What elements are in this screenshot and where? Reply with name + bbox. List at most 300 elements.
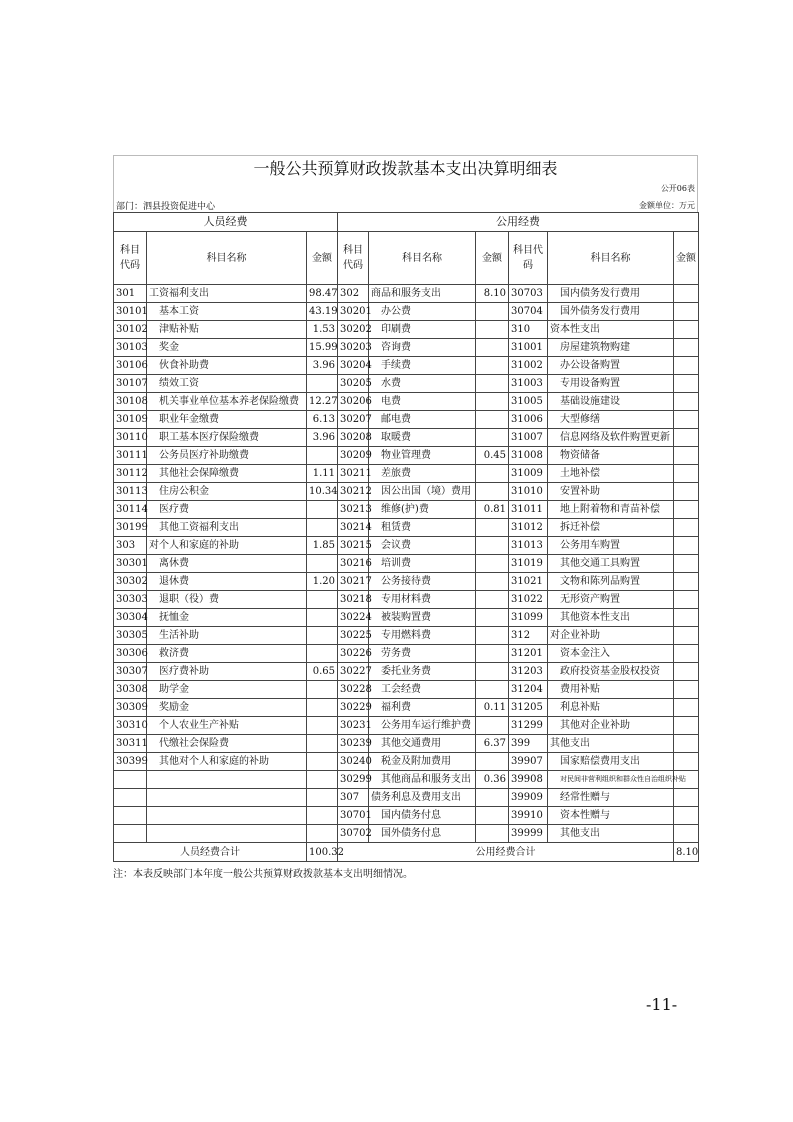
amount-cell-public2 [674, 789, 699, 807]
code-cell-public2: 31201 [509, 645, 548, 663]
public-total-value: 8.10 [674, 843, 699, 862]
amount-cell-personnel [307, 807, 338, 825]
amount-cell-personnel [307, 501, 338, 519]
name-cell-public1: 被装购置费 [369, 609, 476, 627]
name-cell-public2: 资本性支出 [548, 321, 674, 339]
name-cell-public1: 取暖费 [369, 429, 476, 447]
code-cell-public1: 30240 [338, 753, 369, 771]
amount-cell-personnel [307, 681, 338, 699]
name-cell-public1: 委托业务费 [369, 663, 476, 681]
name-cell-public2: 资本金注入 [548, 645, 674, 663]
code-cell-public2: 31003 [509, 375, 548, 393]
amount-cell-public2 [674, 501, 699, 519]
code-cell-public2: 30703 [509, 285, 548, 303]
name-cell-personnel: 奖励金 [147, 699, 307, 717]
amount-cell-personnel: 1.11 [307, 465, 338, 483]
amount-cell-personnel [307, 789, 338, 807]
table-row [114, 357, 699, 375]
amount-cell-personnel [307, 717, 338, 735]
code-cell-public1: 30205 [338, 375, 369, 393]
name-cell-public2: 政府投资基金股权投资 [548, 663, 674, 681]
name-cell-public2: 其他交通工具购置 [548, 555, 674, 573]
name-cell-personnel: 退休费 [147, 573, 307, 591]
amount-cell-public1 [476, 465, 509, 483]
code-cell-personnel: 30308 [114, 681, 147, 699]
code-cell-personnel: 30306 [114, 645, 147, 663]
code-cell-public1: 30209 [338, 447, 369, 465]
code-cell-personnel: 30109 [114, 411, 147, 429]
amount-cell-public1 [476, 339, 509, 357]
code-cell-public1: 30229 [338, 699, 369, 717]
name-cell-personnel: 住房公积金 [147, 483, 307, 501]
name-cell-public2: 费用补贴 [548, 681, 674, 699]
code-cell-public2: 39909 [509, 789, 548, 807]
amount-cell-personnel [307, 375, 338, 393]
group-public: 公用经费 [338, 213, 699, 232]
code-cell-public2: 31013 [509, 537, 548, 555]
amount-cell-public1: 0.45 [476, 447, 509, 465]
code-cell-public1: 30224 [338, 609, 369, 627]
department-label: 部门：泗县投资促进中心 [116, 202, 216, 212]
name-cell-public1: 会议费 [369, 537, 476, 555]
amount-cell-personnel: 12.27 [307, 393, 338, 411]
amount-cell-public2 [674, 807, 699, 825]
name-cell-personnel: 其他工资福利支出 [147, 519, 307, 537]
name-cell-public2: 资本性赠与 [548, 807, 674, 825]
name-cell-personnel: 机关事业单位基本养老保险缴费 [147, 393, 307, 411]
code-cell-public1: 30206 [338, 393, 369, 411]
name-cell-public2: 国家赔偿费用支出 [548, 753, 674, 771]
amount-cell-personnel [307, 447, 338, 465]
name-cell-public1: 维修(护)费 [369, 501, 476, 519]
unit-label: 金额单位：万元 [639, 201, 695, 210]
amount-cell-public2 [674, 555, 699, 573]
name-cell-personnel: 代缴社会保险费 [147, 735, 307, 753]
amount-cell-public1 [476, 303, 509, 321]
name-cell-personnel [147, 771, 307, 789]
code-cell-public2: 31019 [509, 555, 548, 573]
amount-cell-personnel [307, 555, 338, 573]
table-row [114, 393, 699, 411]
code-cell-public1: 30208 [338, 429, 369, 447]
code-cell-public1: 30701 [338, 807, 369, 825]
table-row [114, 699, 699, 717]
code-cell-public2: 31299 [509, 717, 548, 735]
code-cell-public2: 31009 [509, 465, 548, 483]
amount-cell-public2 [674, 339, 699, 357]
code-cell-public2: 31010 [509, 483, 548, 501]
amount-cell-public1 [476, 411, 509, 429]
table-row [114, 573, 699, 591]
amount-cell-personnel [307, 645, 338, 663]
amount-cell-personnel [307, 699, 338, 717]
code-cell-public2: 31099 [509, 609, 548, 627]
amount-cell-public2 [674, 357, 699, 375]
amount-cell-public1: 0.81 [476, 501, 509, 519]
code-cell-personnel: 30113 [114, 483, 147, 501]
code-cell-public2: 31008 [509, 447, 548, 465]
name-cell-personnel: 离休费 [147, 555, 307, 573]
code-cell-personnel: 30310 [114, 717, 147, 735]
amount-cell-personnel: 3.96 [307, 429, 338, 447]
code-cell-personnel: 301 [114, 285, 147, 303]
code-cell-public1: 30218 [338, 591, 369, 609]
name-cell-public2: 其他支出 [548, 825, 674, 843]
name-cell-public1: 商品和服务支出 [369, 285, 476, 303]
form-meta [113, 182, 698, 198]
code-cell-personnel [114, 771, 147, 789]
name-cell-public1: 办公费 [369, 303, 476, 321]
amount-cell-personnel [307, 627, 338, 645]
name-cell-public1: 国内债务付息 [369, 807, 476, 825]
name-cell-public2: 对民间非营利组织和群众性自治组织补贴 [548, 771, 674, 789]
amount-cell-personnel: 98.47 [307, 285, 338, 303]
amount-cell-public1 [476, 627, 509, 645]
name-cell-public1: 福利费 [369, 699, 476, 717]
code-cell-public1: 30216 [338, 555, 369, 573]
amount-cell-public1 [476, 825, 509, 843]
name-cell-personnel: 个人农业生产补贴 [147, 717, 307, 735]
code-cell-public2: 312 [509, 627, 548, 645]
table-row [114, 555, 699, 573]
name-cell-personnel: 基本工资 [147, 303, 307, 321]
name-cell-public2: 利息补贴 [548, 699, 674, 717]
name-cell-public2: 无形资产购置 [548, 591, 674, 609]
amount-cell-public2 [674, 573, 699, 591]
name-cell-public1: 因公出国（境）费用 [369, 483, 476, 501]
code-cell-public2: 39910 [509, 807, 548, 825]
code-cell-public2: 31005 [509, 393, 548, 411]
name-cell-public1: 税金及附加费用 [369, 753, 476, 771]
amount-cell-public1 [476, 429, 509, 447]
code-cell-personnel: 30399 [114, 753, 147, 771]
name-cell-public1: 咨询费 [369, 339, 476, 357]
header-code-public2: 科目代码 [509, 232, 548, 285]
code-cell-public2: 31021 [509, 573, 548, 591]
name-cell-public1: 租赁费 [369, 519, 476, 537]
code-cell-public1: 30213 [338, 501, 369, 519]
name-cell-public2: 安置补助 [548, 483, 674, 501]
code-cell-personnel: 30199 [114, 519, 147, 537]
code-cell-public2: 39999 [509, 825, 548, 843]
name-cell-public1: 劳务费 [369, 645, 476, 663]
code-cell-public2: 31205 [509, 699, 548, 717]
table-row [114, 483, 699, 501]
amount-cell-public2 [674, 393, 699, 411]
amount-cell-personnel [307, 609, 338, 627]
code-cell-public1: 302 [338, 285, 369, 303]
header-code-public1: 科目代码 [338, 232, 369, 285]
amount-cell-public2 [674, 519, 699, 537]
name-cell-public2: 公务用车购置 [548, 537, 674, 555]
code-cell-public2: 31006 [509, 411, 548, 429]
name-cell-public1: 债务利息及费用支出 [369, 789, 476, 807]
name-cell-public1: 专用燃料费 [369, 627, 476, 645]
name-cell-personnel: 救济费 [147, 645, 307, 663]
code-cell-public1: 30214 [338, 519, 369, 537]
code-cell-personnel: 30301 [114, 555, 147, 573]
name-cell-personnel: 工资福利支出 [147, 285, 307, 303]
name-cell-personnel: 退职（役）费 [147, 591, 307, 609]
table-note: 注：本表反映部门本年度一般公共预算财政拨款基本支出明细情况。 [113, 869, 413, 880]
amount-cell-public2 [674, 537, 699, 555]
header-name-personnel: 科目名称 [147, 232, 307, 285]
name-cell-personnel: 助学金 [147, 681, 307, 699]
name-cell-public2: 地上附着物和青苗补偿 [548, 501, 674, 519]
name-cell-public2: 其他资本性支出 [548, 609, 674, 627]
amount-cell-public2 [674, 591, 699, 609]
table-row [114, 681, 699, 699]
amount-cell-public1 [476, 393, 509, 411]
header-amount-personnel: 金额 [307, 232, 338, 285]
amount-cell-public2 [674, 321, 699, 339]
amount-cell-public2 [674, 483, 699, 501]
name-cell-personnel: 生活补助 [147, 627, 307, 645]
amount-cell-public2 [674, 429, 699, 447]
code-cell-personnel: 30112 [114, 465, 147, 483]
code-cell-personnel: 30106 [114, 357, 147, 375]
name-cell-public2: 信息网络及软件购置更新 [548, 429, 674, 447]
table-row [114, 303, 699, 321]
personnel-total-value: 100.32 [307, 843, 338, 862]
table-row [114, 429, 699, 447]
group-header-row [114, 213, 699, 232]
name-cell-personnel: 职业年金缴费 [147, 411, 307, 429]
code-cell-public1: 30202 [338, 321, 369, 339]
code-cell-personnel: 30102 [114, 321, 147, 339]
amount-cell-public1 [476, 321, 509, 339]
name-cell-public1: 电费 [369, 393, 476, 411]
code-cell-personnel [114, 825, 147, 843]
code-cell-public1: 30211 [338, 465, 369, 483]
amount-cell-personnel [307, 735, 338, 753]
amount-cell-personnel: 0.65 [307, 663, 338, 681]
table-row [114, 519, 699, 537]
amount-cell-public1 [476, 555, 509, 573]
code-cell-personnel: 30309 [114, 699, 147, 717]
amount-cell-public2 [674, 411, 699, 429]
report-sheet [113, 155, 698, 880]
table-row [114, 789, 699, 807]
amount-cell-public1: 0.36 [476, 771, 509, 789]
amount-cell-personnel: 43.19 [307, 303, 338, 321]
amount-cell-public1 [476, 681, 509, 699]
name-cell-public2: 国外债务发行费用 [548, 303, 674, 321]
code-cell-public2: 31012 [509, 519, 548, 537]
expenditure-table [113, 212, 699, 862]
amount-cell-personnel: 10.34 [307, 483, 338, 501]
code-cell-personnel: 30111 [114, 447, 147, 465]
name-cell-public2: 物资储备 [548, 447, 674, 465]
code-cell-public2: 31007 [509, 429, 548, 447]
name-cell-personnel [147, 825, 307, 843]
code-cell-personnel: 30303 [114, 591, 147, 609]
amount-cell-public1 [476, 807, 509, 825]
header-amount-public2: 金额 [674, 232, 699, 285]
amount-cell-public2 [674, 375, 699, 393]
amount-cell-public2 [674, 447, 699, 465]
code-cell-personnel: 30110 [114, 429, 147, 447]
amount-cell-public1 [476, 663, 509, 681]
amount-cell-public2 [674, 627, 699, 645]
amount-cell-public1 [476, 573, 509, 591]
table-row [114, 375, 699, 393]
amount-cell-public2 [674, 609, 699, 627]
name-cell-public2: 其他对企业补助 [548, 717, 674, 735]
table-row [114, 771, 699, 789]
amount-cell-public1 [476, 537, 509, 555]
name-cell-public2: 拆迁补偿 [548, 519, 674, 537]
code-cell-public1: 30203 [338, 339, 369, 357]
name-cell-personnel: 医疗费补助 [147, 663, 307, 681]
public-total-label: 公用经费合计 [338, 843, 674, 862]
amount-cell-public2 [674, 303, 699, 321]
code-cell-personnel: 30101 [114, 303, 147, 321]
table-row [114, 411, 699, 429]
amount-cell-public1 [476, 645, 509, 663]
totals-row [114, 843, 699, 862]
code-cell-public2: 31011 [509, 501, 548, 519]
code-cell-personnel: 30311 [114, 735, 147, 753]
table-row [114, 735, 699, 753]
amount-cell-public2 [674, 663, 699, 681]
name-cell-public2: 房屋建筑物购建 [548, 339, 674, 357]
table-row [114, 717, 699, 735]
code-cell-personnel: 30304 [114, 609, 147, 627]
name-cell-public2: 对企业补助 [548, 627, 674, 645]
code-cell-public2: 39907 [509, 753, 548, 771]
name-cell-public1: 培训费 [369, 555, 476, 573]
name-cell-public2: 大型修缮 [548, 411, 674, 429]
name-cell-public1: 工会经费 [369, 681, 476, 699]
table-row [114, 609, 699, 627]
amount-cell-public1: 8.10 [476, 285, 509, 303]
name-cell-public1: 公务接待费 [369, 573, 476, 591]
code-cell-public2: 39908 [509, 771, 548, 789]
header-name-public2: 科目名称 [548, 232, 674, 285]
code-cell-public1: 30239 [338, 735, 369, 753]
name-cell-public2: 文物和陈列品购置 [548, 573, 674, 591]
code-cell-personnel: 30114 [114, 501, 147, 519]
code-cell-personnel: 30108 [114, 393, 147, 411]
code-cell-personnel [114, 789, 147, 807]
name-cell-public1: 专用材料费 [369, 591, 476, 609]
name-cell-public1: 国外债务付息 [369, 825, 476, 843]
name-cell-personnel: 职工基本医疗保险缴费 [147, 429, 307, 447]
amount-cell-public2 [674, 753, 699, 771]
code-cell-public2: 31204 [509, 681, 548, 699]
column-header-row [114, 232, 699, 285]
amount-cell-personnel: 1.20 [307, 573, 338, 591]
amount-cell-public2 [674, 645, 699, 663]
amount-cell-public1: 6.37 [476, 735, 509, 753]
name-cell-public1: 其他交通费用 [369, 735, 476, 753]
code-cell-public1: 30215 [338, 537, 369, 555]
table-row [114, 537, 699, 555]
code-cell-public1: 30225 [338, 627, 369, 645]
name-cell-public2: 办公设备购置 [548, 357, 674, 375]
code-cell-public2: 31002 [509, 357, 548, 375]
name-cell-public1: 手续费 [369, 357, 476, 375]
name-cell-personnel: 奖金 [147, 339, 307, 357]
code-cell-public1: 30226 [338, 645, 369, 663]
amount-cell-personnel: 3.96 [307, 357, 338, 375]
name-cell-personnel [147, 807, 307, 825]
personnel-total-label: 人员经费合计 [114, 843, 307, 862]
table-row [114, 285, 699, 303]
code-cell-public1: 30702 [338, 825, 369, 843]
name-cell-personnel: 对个人和家庭的补助 [147, 537, 307, 555]
code-cell-public1: 307 [338, 789, 369, 807]
amount-cell-public2 [674, 717, 699, 735]
code-cell-personnel: 303 [114, 537, 147, 555]
amount-cell-personnel [307, 519, 338, 537]
amount-cell-public1 [476, 357, 509, 375]
table-row [114, 807, 699, 825]
amount-cell-public1 [476, 483, 509, 501]
code-cell-public2: 399 [509, 735, 548, 753]
amount-cell-personnel: 15.99 [307, 339, 338, 357]
amount-cell-public1 [476, 591, 509, 609]
amount-cell-public1 [476, 717, 509, 735]
name-cell-personnel: 抚恤金 [147, 609, 307, 627]
amount-cell-public2 [674, 285, 699, 303]
name-cell-public2: 基础设施建设 [548, 393, 674, 411]
code-cell-public1: 30207 [338, 411, 369, 429]
code-cell-public2: 31022 [509, 591, 548, 609]
code-cell-public1: 30212 [338, 483, 369, 501]
form-number: 公开06表 [660, 184, 695, 193]
table-row [114, 339, 699, 357]
table-row [114, 753, 699, 771]
code-cell-personnel: 30307 [114, 663, 147, 681]
name-cell-public2: 经常性赠与 [548, 789, 674, 807]
code-cell-public2: 31001 [509, 339, 548, 357]
code-cell-public1: 30227 [338, 663, 369, 681]
code-cell-public2: 31203 [509, 663, 548, 681]
table-row [114, 645, 699, 663]
name-cell-personnel: 伙食补助费 [147, 357, 307, 375]
name-cell-public2: 国内债务发行费用 [548, 285, 674, 303]
header-amount-public1: 金额 [476, 232, 509, 285]
code-cell-public1: 30299 [338, 771, 369, 789]
amount-cell-public1 [476, 609, 509, 627]
amount-cell-public1: 0.11 [476, 699, 509, 717]
name-cell-personnel [147, 789, 307, 807]
name-cell-personnel: 绩效工资 [147, 375, 307, 393]
amount-cell-public2 [674, 681, 699, 699]
code-cell-personnel: 30302 [114, 573, 147, 591]
name-cell-public2: 专用设备购置 [548, 375, 674, 393]
name-cell-public1: 差旅费 [369, 465, 476, 483]
code-cell-public2: 30704 [509, 303, 548, 321]
amount-cell-public2 [674, 699, 699, 717]
amount-cell-public2 [674, 735, 699, 753]
amount-cell-personnel [307, 825, 338, 843]
amount-cell-personnel: 6.13 [307, 411, 338, 429]
table-row [114, 465, 699, 483]
amount-cell-public1 [476, 753, 509, 771]
code-cell-personnel [114, 807, 147, 825]
header-name-public1: 科目名称 [369, 232, 476, 285]
name-cell-public1: 水费 [369, 375, 476, 393]
table-row [114, 627, 699, 645]
report-title: 一般公共预算财政拨款基本支出决算明细表 [113, 155, 698, 182]
dept-meta [113, 198, 698, 212]
name-cell-personnel: 公务员医疗补助缴费 [147, 447, 307, 465]
amount-cell-public1 [476, 375, 509, 393]
amount-cell-personnel [307, 771, 338, 789]
